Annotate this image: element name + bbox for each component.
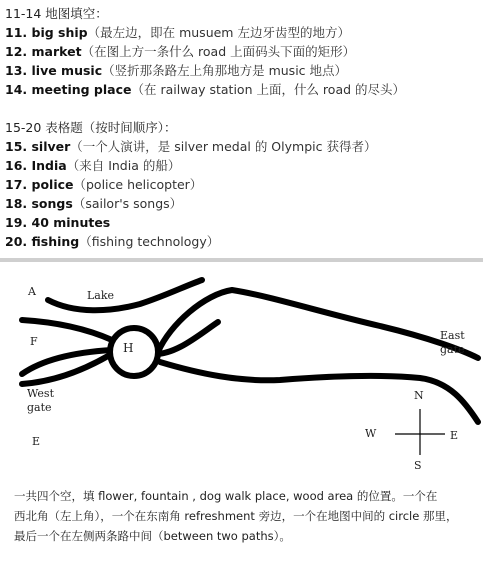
answer-note: （来自 India 的船） [66,158,181,173]
paragraph-line-3: 最后一个在左侧两条路中间（between two paths）。 [14,529,291,543]
answer-line-10 [5,196,182,212]
answer-term: 17. police [5,177,74,192]
answer-note: （fishing technology） [79,234,220,249]
answer-line-8 [5,158,180,174]
answer-heading-15-20: 15-20 表格题（按时间顺序）： [5,120,177,135]
map-label-e: E [32,435,41,448]
map-label-west: West [27,387,54,400]
road-west-gate [22,356,108,384]
compass-n-label: N [414,389,424,402]
answer-note: （最左边，即在 musuem 左边牙齿型的地方） [87,25,350,40]
road-upper-lake [48,280,202,310]
answer-term: 13. live music [5,63,103,78]
map-label-east: East [440,329,465,342]
central-circle [110,328,158,376]
answer-line-6 [5,120,177,136]
compass-s-label: S [414,459,422,472]
answer-note: （sailor's songs） [72,196,183,211]
answer-term: 18. songs [5,196,73,211]
answer-term: 16. India [5,158,67,173]
answer-term: 20. fishing [5,234,80,249]
map-label-h: H [123,341,134,355]
map-label-west-gate: gate [27,401,52,414]
map-drawing [0,262,483,490]
answer-note: （在 railway station 上面，什么 road 的尽头） [131,82,406,97]
compass-e-label: E [450,429,459,442]
answer-line-4 [5,63,347,79]
answer-line-1 [5,6,108,22]
answer-line-7 [5,139,376,155]
answer-note: （police helicopter） [73,177,203,192]
compass-w-label: W [365,427,377,440]
instruction-paragraph [14,486,476,546]
answer-term: 11. big ship [5,25,88,40]
answer-line-11 [5,215,110,231]
answer-heading-11-14: 11-14 地图填空： [5,6,108,21]
road-arc-north [158,290,478,358]
answer-key-section [0,0,483,258]
answer-note: （一个人演讲，是 silver medal 的 Olympic 获得者） [70,139,377,154]
answer-term: 12. market [5,44,82,59]
park-map [0,262,483,490]
road-east-long [160,362,478,422]
answer-line-9 [5,177,202,193]
map-label-east-gate: gate [440,343,465,356]
answer-note: （竖折那条路左上角那地方是 music 地点） [102,63,348,78]
answer-term: 14. meeting place [5,82,132,97]
paragraph-line-2: 西北角（左上角），一个在东南角 refreshment 旁边，一个在地图中间的 circle 那里， [14,509,458,523]
answer-note: （在图上方一条什么 road 上面码头下面的矩形） [81,44,356,59]
answer-line-3 [5,44,355,60]
answer-line-5 [5,82,405,98]
answer-term: 19. 40 minutes [5,215,111,230]
answer-line-12 [5,234,219,250]
answer-term: 15. silver [5,139,71,154]
map-label-a: A [28,285,36,298]
paragraph-line-1: 一共四个空，填 flower, fountain , dog walk place, wood area 的位置。一个在 [14,489,438,503]
map-label-lake: Lake [87,289,115,302]
map-label-f: F [30,335,38,348]
answer-line-2 [5,25,350,41]
